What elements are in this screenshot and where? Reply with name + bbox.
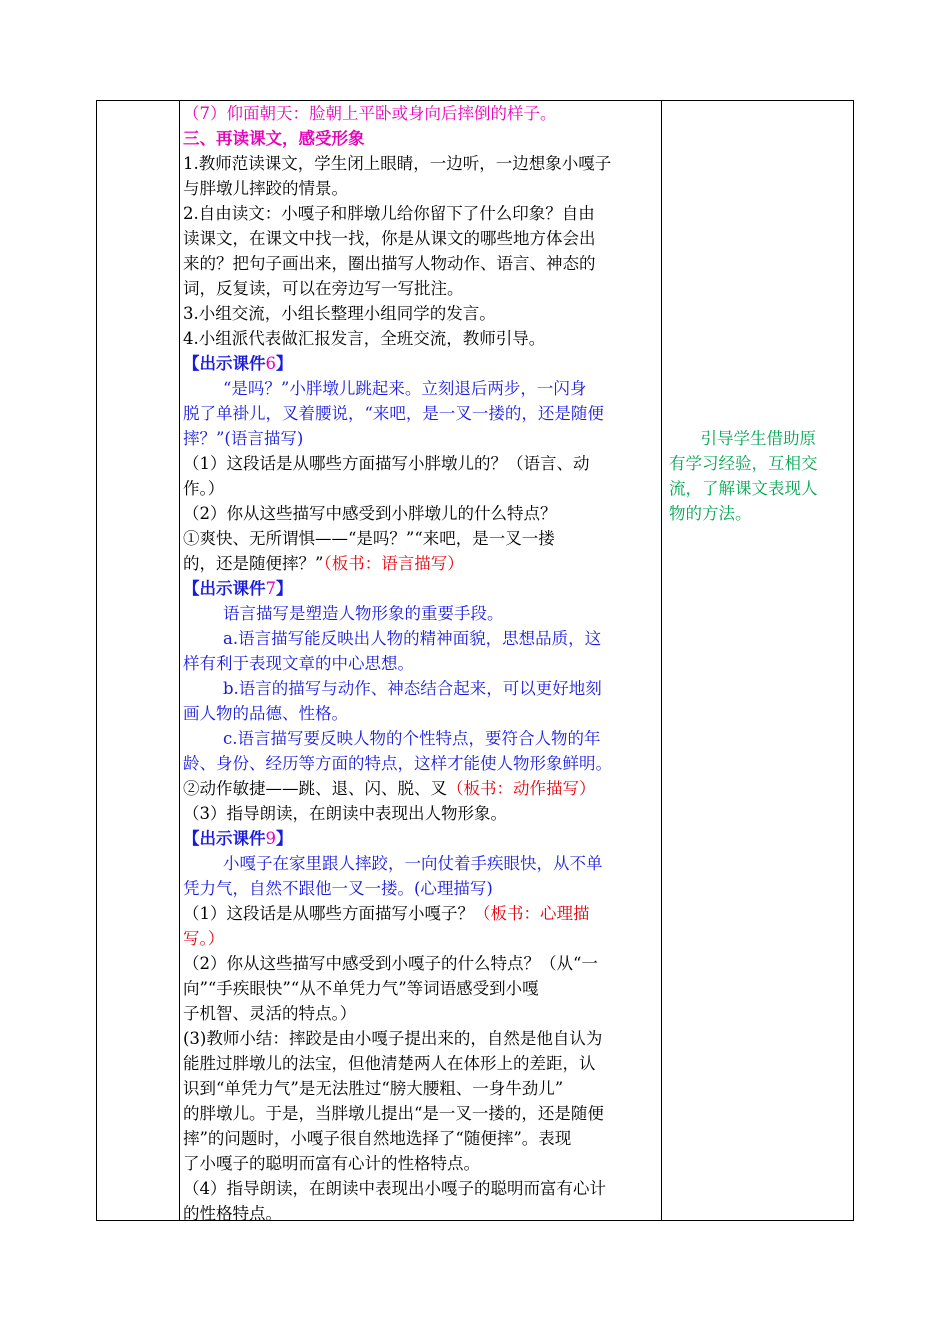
text-run: b.语言的描写与动作、神态结合起来，可以更好地刻	[223, 679, 602, 698]
text-run: （2）你从这些描写中感受到小嘎子的什么特点？（从“一	[183, 954, 598, 973]
content-line	[183, 726, 663, 751]
content-line	[183, 526, 663, 551]
note-line: 流，了解课文表现人	[669, 479, 818, 498]
text-run: ①爽快、无所谓惧——“是吗？”“来吧，是一叉一搂	[183, 529, 555, 548]
content-line	[183, 551, 663, 576]
content-line	[183, 676, 663, 701]
text-run: 凭力气，自然不跟他一叉一搂。(心理描写)	[183, 879, 493, 898]
content-line	[183, 126, 663, 151]
content-line	[183, 576, 663, 601]
text-run: 与胖墩儿摔跤的情景。	[183, 179, 348, 198]
content-line	[183, 1151, 663, 1176]
text-run: 作。）	[183, 479, 225, 498]
lesson-content	[183, 101, 663, 1226]
text-run: （板书：动作描写）	[447, 779, 596, 798]
text-run: 小嘎子在家里跟人摔跤，一向仗着手疾眼快，从不单	[223, 854, 603, 873]
content-line	[183, 851, 663, 876]
content-line	[183, 376, 663, 401]
content-line	[183, 176, 663, 201]
text-run: a.语言描写能反映出人物的精神面貌，思想品质，这	[223, 629, 602, 648]
content-line	[183, 276, 663, 301]
content-line	[183, 1201, 663, 1226]
content-line	[183, 426, 663, 451]
text-run: （2）你从这些描写中感受到小胖墩儿的什么特点？	[183, 504, 557, 523]
content-line	[183, 251, 663, 276]
text-run: （板书：心理描	[474, 904, 590, 923]
text-run: 】	[276, 354, 293, 373]
text-run: 7	[265, 579, 276, 598]
column-divider-left	[179, 101, 180, 1220]
text-run: c.语言描写要反映人物的个性特点，要符合人物的年	[223, 729, 601, 748]
content-line	[183, 226, 663, 251]
content-line	[183, 751, 663, 776]
note-line: 有学习经验，互相交	[669, 454, 818, 473]
content-line	[183, 1176, 663, 1201]
content-line	[183, 326, 663, 351]
content-line	[183, 601, 663, 626]
text-run: 子机智、灵活的特点。）	[183, 1004, 357, 1023]
text-run: 摔？”(语言描写)	[183, 429, 304, 448]
text-run: 3.小组交流，小组长整理小组同学的发言。	[183, 304, 496, 323]
content-line	[183, 301, 663, 326]
text-run: ②动作敏捷——跳、退、闪、脱、叉	[183, 779, 447, 798]
text-run: 】	[276, 829, 293, 848]
text-run: （3）指导朗读，在朗读中表现出人物形象。	[183, 804, 507, 823]
text-run: （7）仰面朝天：脸朝上平卧或身向后摔倒的样子。	[183, 104, 557, 123]
text-run: 龄、身份、经历等方面的特点，这样才能使人物形象鲜明。	[183, 754, 612, 773]
text-run: （板书：语言描写）	[323, 554, 464, 573]
text-run: （4）指导朗读，在朗读中表现出小嘎子的聪明而富有心计	[183, 1179, 606, 1198]
content-line	[183, 451, 663, 476]
content-line	[183, 476, 663, 501]
note-line: 物的方法。	[669, 504, 752, 523]
text-run: 【出示课件	[183, 354, 266, 373]
text-run: （1）这段话是从哪些方面描写小胖墩儿的？（语言、动	[183, 454, 590, 473]
text-run: 能胜过胖墩儿的法宝，但他清楚两人在体形上的差距，认	[183, 1054, 596, 1073]
content-line	[183, 776, 663, 801]
text-run: (3)教师小结：摔跤是由小嘎子提出来的，自然是他自认为	[183, 1029, 603, 1048]
content-line	[183, 1001, 663, 1026]
text-run: 写。）	[183, 929, 225, 948]
note-line: 引导学生借助原	[669, 429, 816, 448]
text-run: 9	[265, 829, 276, 848]
text-run: 的性格特点。	[183, 1204, 282, 1223]
text-run: 来的？把句子画出来，圈出描写人物动作、语言、神态的	[183, 254, 596, 273]
text-run: 6	[265, 354, 276, 373]
text-run: 4.小组派代表做汇报发言，全班交流，教师引导。	[183, 329, 546, 348]
text-run: 样有利于表现文章的中心思想。	[183, 654, 414, 673]
content-line	[183, 951, 663, 976]
content-line	[183, 976, 663, 1001]
content-line	[183, 401, 663, 426]
text-run: 识到“单凭力气”是无法胜过“膀大腰粗、一身牛劲儿”	[183, 1079, 564, 1098]
design-note	[669, 426, 845, 526]
text-run: 词，反复读，可以在旁边写一写批注。	[183, 279, 464, 298]
content-line	[183, 1026, 663, 1051]
text-run: 摔”的问题时，小嘎子很自然地选择了“随便摔”。表现	[183, 1129, 572, 1148]
content-line	[183, 201, 663, 226]
text-run: （1）这段话是从哪些方面描写小嘎子？	[183, 904, 474, 923]
text-run: 【出示课件	[183, 579, 266, 598]
text-run: 了小嘎子的聪明而富有心计的性格特点。	[183, 1154, 480, 1173]
text-run: 1.教师范读课文，学生闭上眼睛，一边听，一边想象小嘎子	[183, 154, 612, 173]
text-run: 的，还是随便摔？”	[183, 554, 324, 573]
lesson-table	[96, 100, 854, 1221]
content-line	[183, 351, 663, 376]
content-line	[183, 701, 663, 726]
content-line	[183, 1101, 663, 1126]
text-run: 的胖墩儿。于是，当胖墩儿提出“是一叉一搂的，还是随便	[183, 1104, 604, 1123]
content-line	[183, 826, 663, 851]
content-line	[183, 1076, 663, 1101]
content-line	[183, 101, 663, 126]
content-line	[183, 901, 663, 926]
text-run: 读课文，在课文中找一找，你是从课文的哪些地方体会出	[183, 229, 596, 248]
text-run: 语言描写是塑造人物形象的重要手段。	[223, 604, 504, 623]
text-run: 2.自由读文：小嘎子和胖墩儿给你留下了什么印象？自由	[183, 204, 595, 223]
content-line	[183, 1126, 663, 1151]
content-line	[183, 626, 663, 651]
text-run: 】	[276, 579, 293, 598]
content-line	[183, 801, 663, 826]
content-line	[183, 876, 663, 901]
text-run: 三、再读课文，感受形象	[183, 129, 365, 148]
text-run: 【出示课件	[183, 829, 266, 848]
content-line	[183, 501, 663, 526]
text-run: 向”“手疾眼快”“从不单凭力气”等词语感受到小嘎	[183, 979, 539, 998]
content-line	[183, 1051, 663, 1076]
text-run: “是吗？”小胖墩儿跳起来。立刻退后两步，一闪身	[223, 379, 587, 398]
content-line	[183, 926, 663, 951]
text-run: 脱了单褂儿，叉着腰说，“来吧，是一叉一搂的，还是随便	[183, 404, 604, 423]
content-line	[183, 151, 663, 176]
content-line	[183, 651, 663, 676]
text-run: 画人物的品德、性格。	[183, 704, 348, 723]
